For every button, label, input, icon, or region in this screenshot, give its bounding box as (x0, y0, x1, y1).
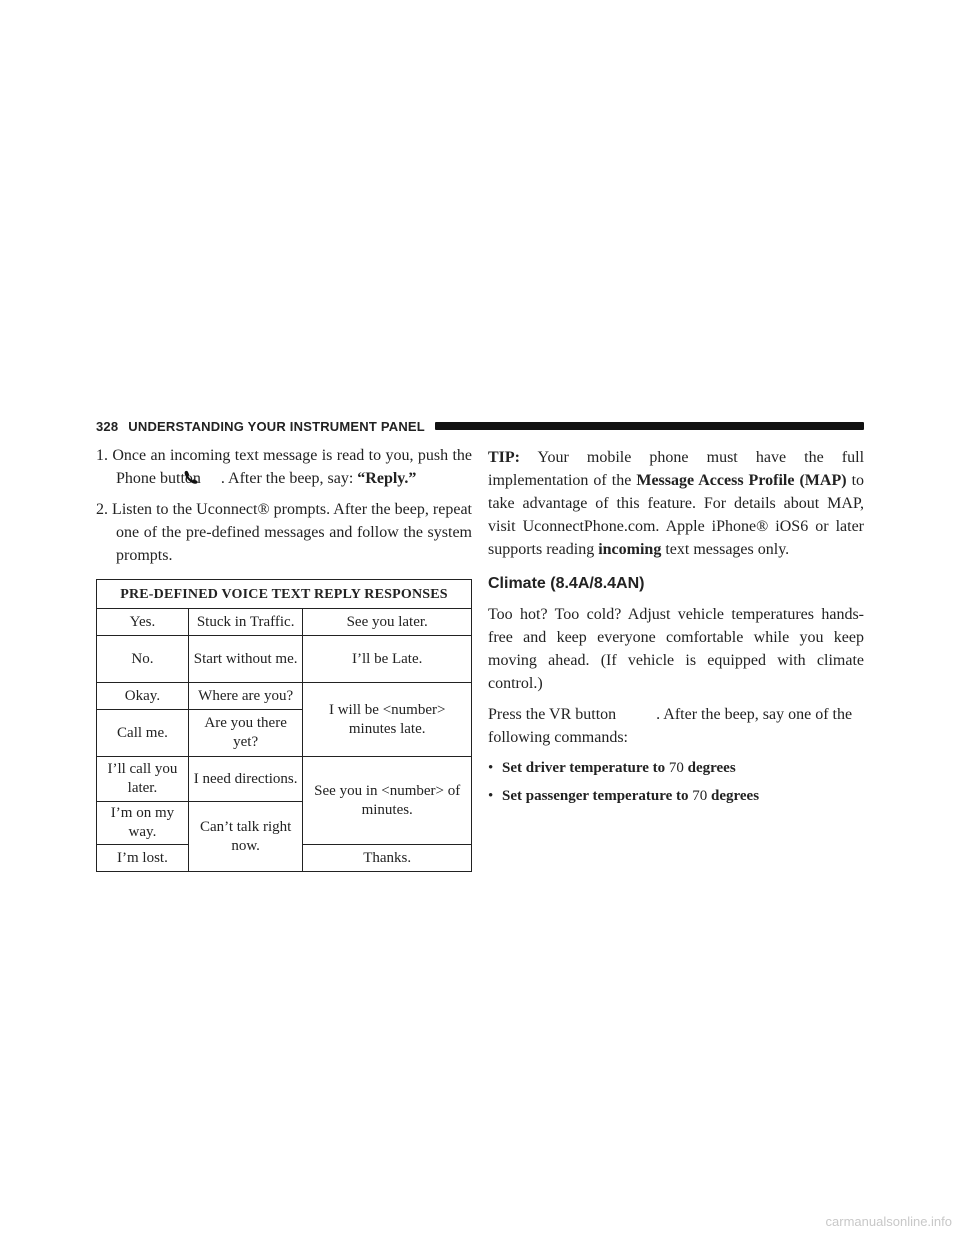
tip-incoming: incoming (598, 541, 662, 558)
header-rule (435, 422, 864, 430)
table-cell: I’m on my way. (97, 802, 189, 845)
table-cell: See you in <number> of minutes. (303, 757, 472, 845)
table-cell: Where are you? (188, 683, 303, 710)
tip-text-c: text messages only. (665, 541, 790, 558)
tip-label: TIP: (488, 449, 520, 466)
step-1-text-a: Once an incoming text message is read to you, push the Phone button (112, 447, 472, 487)
table-cell: I’ll call you later. (97, 757, 189, 802)
table-cell: See you later. (303, 609, 472, 636)
step-2-number: 2. (96, 501, 108, 518)
table-cell: Call me. (97, 710, 189, 757)
tip-paragraph (488, 446, 864, 561)
command-unit: degrees (711, 788, 760, 804)
command-item (488, 757, 864, 779)
table-cell: I’ll be Late. (303, 636, 472, 683)
step-2 (96, 498, 472, 567)
left-column (96, 444, 472, 872)
climate-press-b: . After the beep, say one of the following commands: (488, 706, 853, 746)
command-unit: degrees (687, 760, 736, 776)
step-2-text: Listen to the Uconnect® prompts. After the beep, repeat one of the pre-defined messages and follow the system prompts. (112, 501, 473, 564)
vr-button-icon (616, 705, 656, 719)
climate-press (488, 703, 864, 749)
tip-text-a: Your mobile phone must have the full implementation of the (488, 449, 865, 489)
table-cell: I’m lost. (97, 845, 189, 872)
page-number: 328 (96, 418, 119, 434)
step-1-command: “Reply.” (357, 470, 417, 487)
command-item (488, 785, 864, 807)
climate-heading: Climate (8.4A/8.4AN) (488, 575, 645, 592)
climate-press-a: Press the VR button (488, 706, 617, 723)
table-cell: Can’t talk right now. (188, 802, 303, 872)
table-cell: I will be <number> minutes late. (303, 683, 472, 757)
command-value: 70 (692, 788, 708, 804)
watermark: carmanualsonline.info (825, 1214, 952, 1229)
climate-intro: Too hot? Too cold? Adjust vehicle temperatures hands-free and keep everyone comfortable while you keep moving ahead. (If vehicle is equipped with climate control.) (488, 606, 864, 692)
section-title: UNDERSTANDING YOUR INSTRUMENT PANEL (128, 418, 425, 434)
page-header (96, 416, 864, 436)
table-cell: No. (97, 636, 189, 683)
step-1-text-b: . After the beep, say: (220, 470, 354, 487)
table-cell: Thanks. (303, 845, 472, 872)
phone-icon (203, 468, 219, 482)
right-column (488, 446, 864, 813)
command-text: Set passenger temperature to (502, 788, 689, 804)
bullet-icon: • (488, 760, 494, 776)
bullet-icon: • (488, 788, 494, 804)
table-cell: Okay. (97, 683, 189, 710)
table-cell: Yes. (97, 609, 189, 636)
table-cell: I need directions. (188, 757, 303, 802)
command-value: 70 (668, 760, 684, 776)
table-title: PRE-DEFINED VOICE TEXT REPLY RESPONSES (97, 580, 472, 609)
command-text: Set driver temperature to (502, 760, 666, 776)
step-1 (96, 444, 472, 490)
tip-map: Message Access Profile (MAP) (636, 472, 847, 489)
table-cell: Are you there yet? (188, 710, 303, 757)
table-cell: Start without me. (188, 636, 303, 683)
reply-responses-table (96, 579, 472, 872)
table-cell: Stuck in Traffic. (188, 609, 303, 636)
step-1-number: 1. (96, 447, 108, 464)
tip-text-b: to take advantage of this feature. For details about MAP, visit UconnectPhone.com. Apple iPhone® iOS6 or later supports reading (488, 472, 865, 558)
